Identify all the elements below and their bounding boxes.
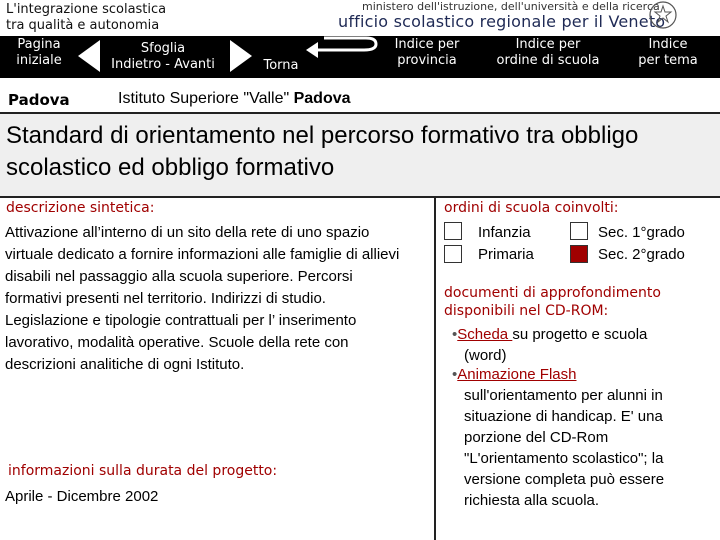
institute-city: Padova [293,90,351,107]
arrow-left-icon[interactable] [76,38,102,74]
city-label: Padova [8,91,70,109]
return-arrow-icon[interactable] [304,36,384,66]
documents-label-line1: documenti di approfondimento [444,285,661,301]
school-levels-label: ordini di scuola coinvolti: [444,200,619,216]
index-by-school-button[interactable] [484,37,612,69]
duration-text: Aprile - Dicembre 2002 [5,488,159,505]
republic-emblem-icon [648,0,678,30]
ministry-label: ministero dell'istruzione, dell'università e della ricerca [362,0,660,13]
checkbox-sec2 [570,245,588,263]
documents-label [444,284,661,320]
document-item-flash [452,364,714,511]
checkbox-infanzia [444,222,462,240]
scheda-format: (word) [464,347,507,364]
documents-label-line2: disponibili nel CD-ROM: [444,303,609,319]
by-topic-line2: per tema [638,53,698,68]
browse-button[interactable] [100,41,226,73]
site-title [6,2,166,34]
arrow-right-icon[interactable] [228,38,254,74]
level-sec1-label: Sec. 1°grado [598,224,685,241]
document-item-scheda [452,324,714,366]
level-infanzia-label: Infanzia [478,224,531,241]
by-province-line1: Indice per [394,37,460,52]
browse-label-line2: Indietro - Avanti [111,57,215,72]
by-school-line2: ordine di scuola [496,53,600,68]
checkbox-primaria [444,245,462,263]
by-province-line2: provincia [397,53,457,68]
office-label: ufficio scolastico regionale per il Veneto [338,12,666,31]
bullet-icon: • [452,366,458,383]
page-title: Standard di orientamento nel percorso formativo tra obbligo scolastico ed obbligo formativo [6,122,639,181]
duration-label: informazioni sulla durata del progetto: [8,463,278,479]
summary-text: Attivazione all’interno di un sito della rete di uno spazio virtuale dedicato a fornire informazioni alle famiglie di allievi disabili nel passaggio alla scuola superiore. Percorsi formativi presenti nel territorio. Indirizzi di studio. Legislazione e tipologie contrattuali per l’ inserimento lavorativo, modalità operative. Scuole della rete con descrizioni analitiche di ogni Istituto. [5,224,400,373]
home-button[interactable] [4,37,74,69]
level-sec2-label: Sec. 2°grado [598,246,685,263]
bullet-icon: • [452,326,458,343]
institute-prefix: Istituto Superiore "Valle" [118,90,290,107]
animazione-flash-link[interactable]: Animazione Flash [457,366,577,383]
index-by-topic-button[interactable] [630,37,706,69]
by-school-line1: Indice per [515,37,581,52]
scheda-desc: su progetto e scuola [512,326,648,343]
animazione-flash-desc: sull'orientamento per alunni in situazione di handicap. E' una porzione del CD-Rom "L'orientamento scolastico"; la versione completa può essere richiesta alla scuola. [464,387,665,509]
level-primaria-label: Primaria [478,246,534,263]
summary-label: descrizione sintetica: [6,200,155,216]
index-by-province-button[interactable] [384,37,470,69]
institute-name [118,90,351,108]
column-divider [434,196,436,540]
scheda-link[interactable]: Scheda [457,326,513,343]
site-title-line1: L'integrazione scolastica [6,2,167,17]
navigation-bar [0,36,720,78]
checkbox-sec1 [570,222,588,240]
browse-label-line1: Sfoglia [140,41,186,56]
home-label-line2: iniziale [16,53,62,68]
home-label-line1: Pagina [17,37,61,52]
back-button[interactable]: Torna [263,58,299,73]
site-title-line2: tra qualità e autonomia [6,18,160,33]
by-topic-line1: Indice [648,37,688,52]
